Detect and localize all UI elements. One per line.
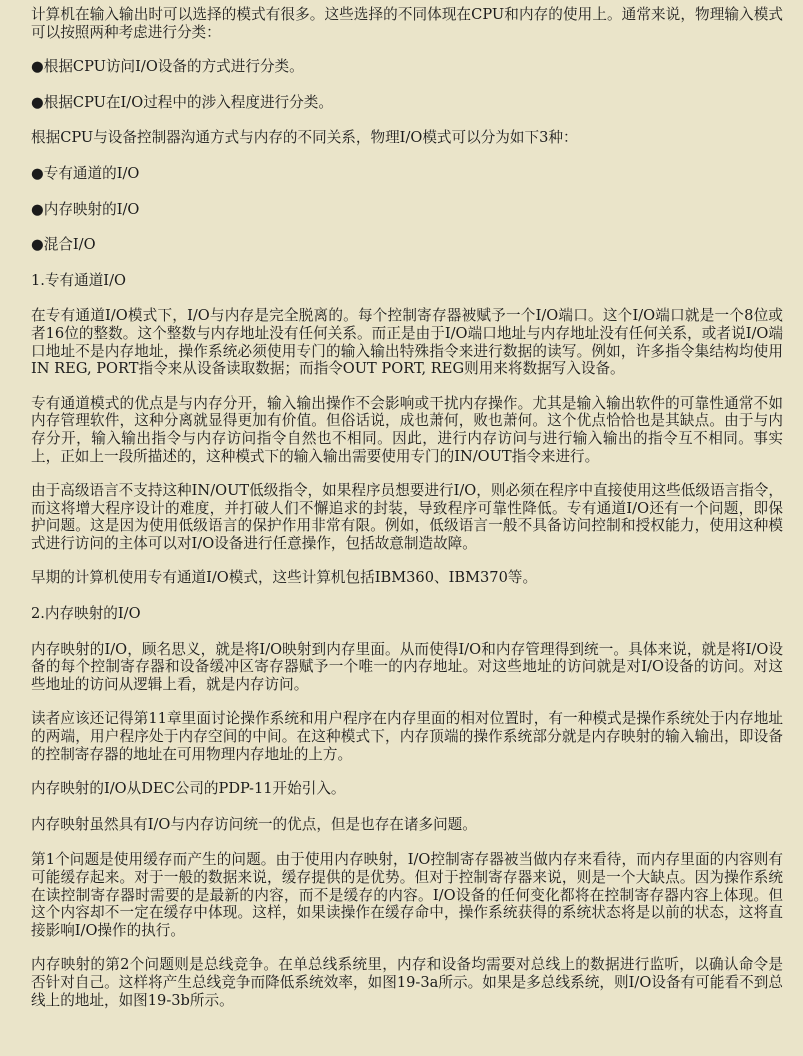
io-modes-intro: 根据CPU与设备控制器沟通方式与内存的不同关系，物理I/O模式可以分为如下3种： — [31, 129, 578, 147]
dedicated-io-pros-cons: 专有通道模式的优点是与内存分开，输入输出操作不会影响或干扰内存操作。尤其是输入输出软件的可靠性通常不如内存管理软件，这种分离就显得更加有价值。但俗话说，成也萧何，败也萧何。这个优点恰恰也是其缺点。由于与内存分开，输入输出指令与内存访问指令自然也不相同。因此，进行内存访问与进行输入输出的指令互不相同。事实上，正如上一段所描述的，这种模式下的输入输出需要使用专门的IN/OUT指令来进行。 — [31, 394, 783, 465]
section-heading-memory-mapped-io: 2.内存映射的I/O — [31, 605, 141, 623]
dedicated-io-description: 在专有通道I/O模式下，I/O与内存是完全脱离的。每个控制寄存器被赋予一个I/O端口。这个I/O端口就是一个8位或者16位的整数。这个整数与内存地址没有任何关系。而正是由于I/O端口地址与内存地址没有任何关系，或者说I/O端口地址不是内存地址，操作系统必须使用专门的输入输出特殊指令来进行数据的读写。例如，许多指令集结构均使用IN REG, PORT指令来从设备读取数据；而指令OUT PORT, REG则用来将数据写入设备。 — [31, 307, 783, 378]
memory-mapped-io-layout: 读者应该还记得第11章里面讨论操作系统和用户程序在内存里面的相对位置时，有一种模式是操作系统处于内存地址的两端，用户程序处于内存空间的中间。在这种模式下，内存顶端的操作系统部分就是内存映射的输入输出，即设备的控制寄存器的地址在可用物理内存地址的上方。 — [31, 710, 783, 763]
memory-mapped-io-bus-problem: 内存映射的第2个问题则是总线竞争。在单总线系统里，内存和设备均需要对总线上的数据进行监听，以确认命令是否针对自己。这样将产生总线竞争而降低系统效率，如图19-3a所示。如果是多总线系统，则I/O设备有可能看不到总线上的地址，如图19-3b所示。 — [31, 956, 783, 1009]
dedicated-io-problems: 由于高级语言不支持这种IN/OUT低级指令，如果程序员想要进行I/O，则必须在程序中直接使用这些低级语言指令，而这将增大程序设计的难度，并打破人们不懈追求的封装，导致程序可靠性降低。专有通道I/O还有一个问题，即保护问题。这是因为使用低级语言的保护作用非常有限。例如，低级语言一般不具备访问控制和授权能力，使用这种模式进行访问的主体可以对I/O设备进行任意操作，包括故意制造故障。 — [31, 482, 783, 552]
bullet-hybrid-io: ●混合I/O — [31, 236, 96, 254]
bullet-classify-by-access: ●根据CPU访问I/O设备的方式进行分类。 — [31, 58, 304, 76]
memory-mapped-io-history: 内存映射的I/O从DEC公司的PDP-11开始引入。 — [31, 780, 346, 798]
intro-paragraph: 计算机在输入输出时可以选择的模式有很多。这些选择的不同体现在CPU和内存的使用上。通常来说，物理输入模式可以按照两种考虑进行分类： — [31, 6, 783, 41]
section-heading-dedicated-io: 1.专有通道I/O — [31, 271, 126, 289]
bullet-memory-mapped-io: ●内存映射的I/O — [31, 200, 140, 218]
dedicated-io-history: 早期的计算机使用专有通道I/O模式，这些计算机包括IBM360、IBM370等。 — [31, 569, 538, 587]
bullet-dedicated-io: ●专有通道的I/O — [31, 164, 140, 182]
memory-mapped-io-issues-intro: 内存映射虽然具有I/O与内存访问统一的优点，但是也存在诸多问题。 — [31, 815, 477, 833]
bullet-classify-by-involvement: ●根据CPU在I/O过程中的涉入程度进行分类。 — [31, 93, 333, 111]
memory-mapped-io-description: 内存映射的I/O，顾名思义，就是将I/O映射到内存里面。从而使得I/O和内存管理得到统一。具体来说，就是将I/O设备的每个控制寄存器和设备缓冲区寄存器赋予一个唯一的内存地址。对这些地址的访问就是对I/O设备的访问。对这些地址的访问从逻辑上看，就是内存访问。 — [31, 640, 783, 693]
memory-mapped-io-cache-problem: 第1个问题是使用缓存而产生的问题。由于使用内存映射，I/O控制寄存器被当做内存来看待，而内存里面的内容则有可能缓存起来。对于一般的数据来说，缓存提供的是优势。但对于控制寄存器来说，则是一个大缺点。因为操作系统在读控制寄存器时需要的是最新的内容，而不是缓存的内容。I/O设备的任何变化都将在控制寄存器内容上体现。但这个内容却不一定在缓存中体现。这样，如果读操作在缓存命中，操作系统获得的系统状态将是以前的状态，这将直接影响I/O操作的执行。 — [31, 851, 783, 939]
